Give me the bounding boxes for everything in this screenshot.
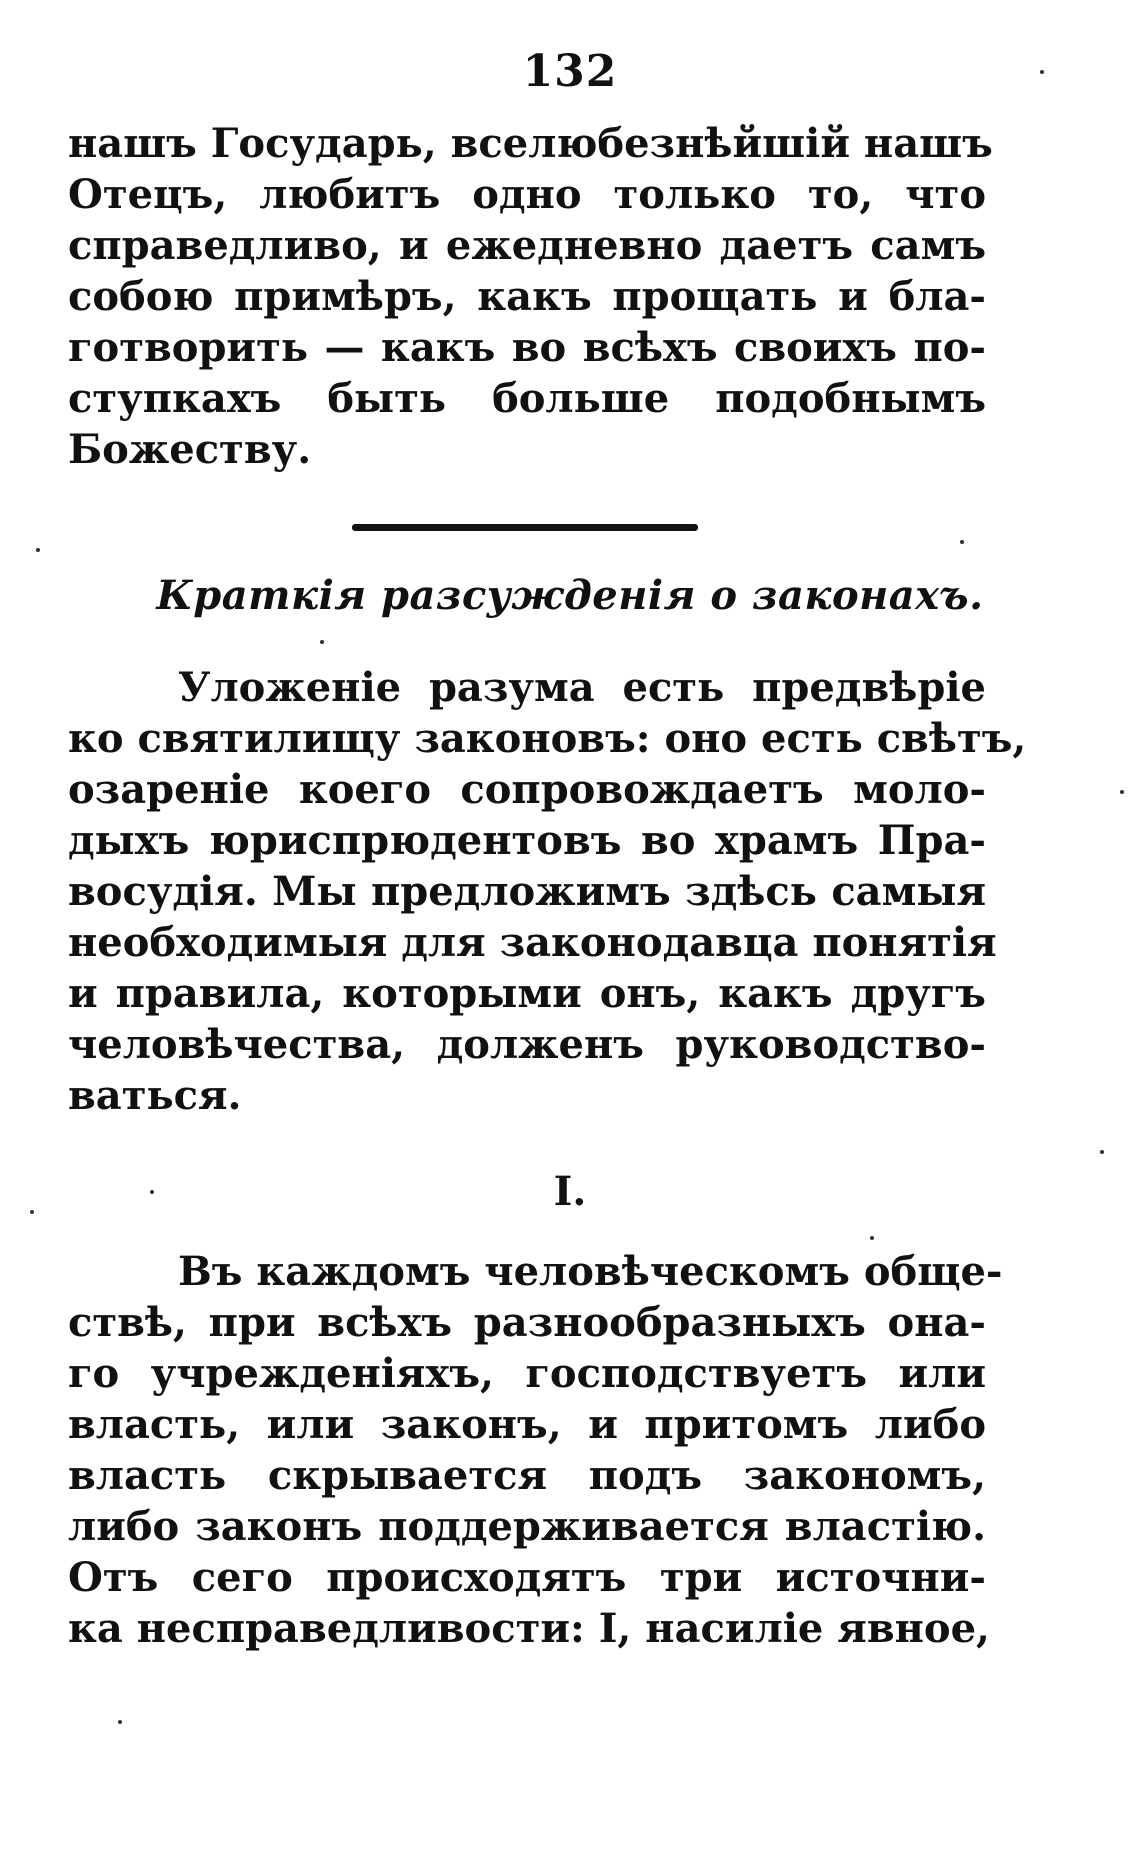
text-line: Божеству. <box>68 426 312 473</box>
text-line: ка несправедливости: I, насиліе явное, <box>68 1605 990 1652</box>
text-line: нашъ Государь, вселюбезнѣйшій нашъ <box>68 120 993 167</box>
scan-speck <box>1040 70 1044 74</box>
text-line: человѣчества, долженъ руководство- <box>68 1021 986 1068</box>
text-line: и правила, которыми онъ, какъ другъ <box>68 970 986 1017</box>
section-heading: Краткія разсужденія о законахъ. <box>156 572 984 619</box>
text-line: Отецъ, любитъ одно только то, что <box>68 171 986 218</box>
section-divider-rule <box>352 524 698 531</box>
scan-speck <box>36 548 40 552</box>
text-line: го учрежденіяхъ, господствуетъ или <box>68 1350 986 1397</box>
text-line: ступкахъ быть больше подобнымъ <box>68 375 986 422</box>
text-line: Отъ сего происходятъ три источни- <box>68 1554 986 1601</box>
section-number: I. <box>553 1168 587 1215</box>
text-line: собою примѣръ, какъ прощать и бла- <box>68 273 986 320</box>
text-line: власть, или законъ, и притомъ либо <box>68 1401 986 1448</box>
text-line: дыхъ юриспрюдентовъ во храмъ Пра- <box>68 817 986 864</box>
scan-speck <box>30 1210 34 1214</box>
text-line: готворить — какъ во всѣхъ своихъ по- <box>68 324 986 371</box>
text-line: ствѣ, при всѣхъ разнообразныхъ она- <box>68 1299 986 1346</box>
text-line: ко святилищу законовъ: оно есть свѣтъ, <box>68 715 1027 762</box>
scan-speck <box>150 1190 154 1194</box>
text-line: озареніе коего сопровождаетъ моло- <box>68 766 986 813</box>
text-line: либо законъ поддерживается властію. <box>68 1503 986 1550</box>
text-line: ваться. <box>68 1072 242 1119</box>
scan-speck <box>960 540 964 544</box>
text-line: Въ каждомъ человѣческомъ обще- <box>178 1248 1003 1295</box>
scan-speck <box>1100 1150 1104 1154</box>
text-line: восудія. Мы предложимъ здѣсь самыя <box>68 868 986 915</box>
section-paragraph <box>68 1246 1003 1654</box>
scan-speck <box>870 1236 874 1240</box>
scan-speck <box>118 1720 122 1724</box>
intro-paragraph <box>68 662 1027 1121</box>
page-number: 132 <box>522 46 618 97</box>
text-line: справедливо, и ежедневно даетъ самъ <box>68 222 986 269</box>
scan-speck <box>1120 790 1124 794</box>
text-line: власть скрывается подъ закономъ, <box>68 1452 986 1499</box>
text-line: необходимыя для законодавца понятія <box>68 919 997 966</box>
text-line: Уложеніе разума есть предвѣріе <box>178 664 986 711</box>
scan-speck <box>320 640 324 644</box>
top-paragraph <box>68 118 993 475</box>
